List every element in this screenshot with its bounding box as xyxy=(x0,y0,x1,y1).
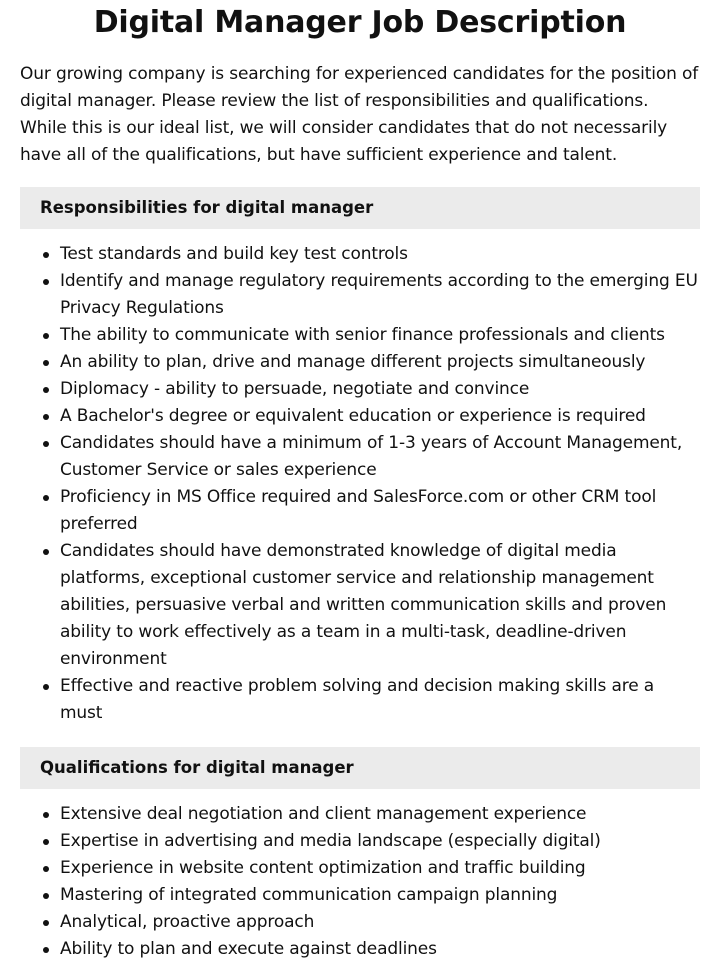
list-item: Test standards and build key test controls xyxy=(60,241,700,268)
list-item: A Bachelor's degree or equivalent education or experience is required xyxy=(60,403,700,430)
responsibilities-list xyxy=(20,241,700,727)
list-item: Diplomacy - ability to persuade, negotiate and convince xyxy=(60,376,700,403)
list-item: Expertise in advertising and media landscape (especially digital) xyxy=(60,828,700,855)
list-item: Mastering of integrated communication campaign planning xyxy=(60,882,700,909)
list-item: Effective and reactive problem solving and decision making skills are a must xyxy=(60,673,700,727)
list-item: An ability to plan, drive and manage different projects simultaneously xyxy=(60,349,700,376)
list-item: Experience in website content optimization and traffic building xyxy=(60,855,700,882)
list-item: Analytical, proactive approach xyxy=(60,909,700,936)
list-item: Identify and manage regulatory requirements according to the emerging EU Privacy Regulations xyxy=(60,268,700,322)
responsibilities-heading: Responsibilities for digital manager xyxy=(20,187,700,229)
qualifications-heading: Qualifications for digital manager xyxy=(20,747,700,789)
list-item: Candidates should have demonstrated knowledge of digital media platforms, exceptional customer service and relationship management abilities, persuasive verbal and written communication skills and proven ability to work effectively as a team in a multi-task, deadline-driven environment xyxy=(60,538,700,673)
list-item: Extensive deal negotiation and client management experience xyxy=(60,801,700,828)
list-item: Ability to plan and execute against deadlines xyxy=(60,936,700,963)
list-item: Candidates should have a minimum of 1-3 years of Account Management, Customer Service or sales experience xyxy=(60,430,700,484)
page-title: Digital Manager Job Description xyxy=(93,5,627,40)
list-item: Proficiency in MS Office required and SalesForce.com or other CRM tool preferred xyxy=(60,484,700,538)
list-item: The ability to communicate with senior finance professionals and clients xyxy=(60,322,700,349)
intro-paragraph: Our growing company is searching for experienced candidates for the position of digital manager. Please review the list of responsibilities and qualifications. While this is our ideal list, we will consider candidates that do not necessarily have all of the qualifications, but have sufficient experience and talent. xyxy=(20,64,699,165)
qualifications-list xyxy=(20,801,700,963)
